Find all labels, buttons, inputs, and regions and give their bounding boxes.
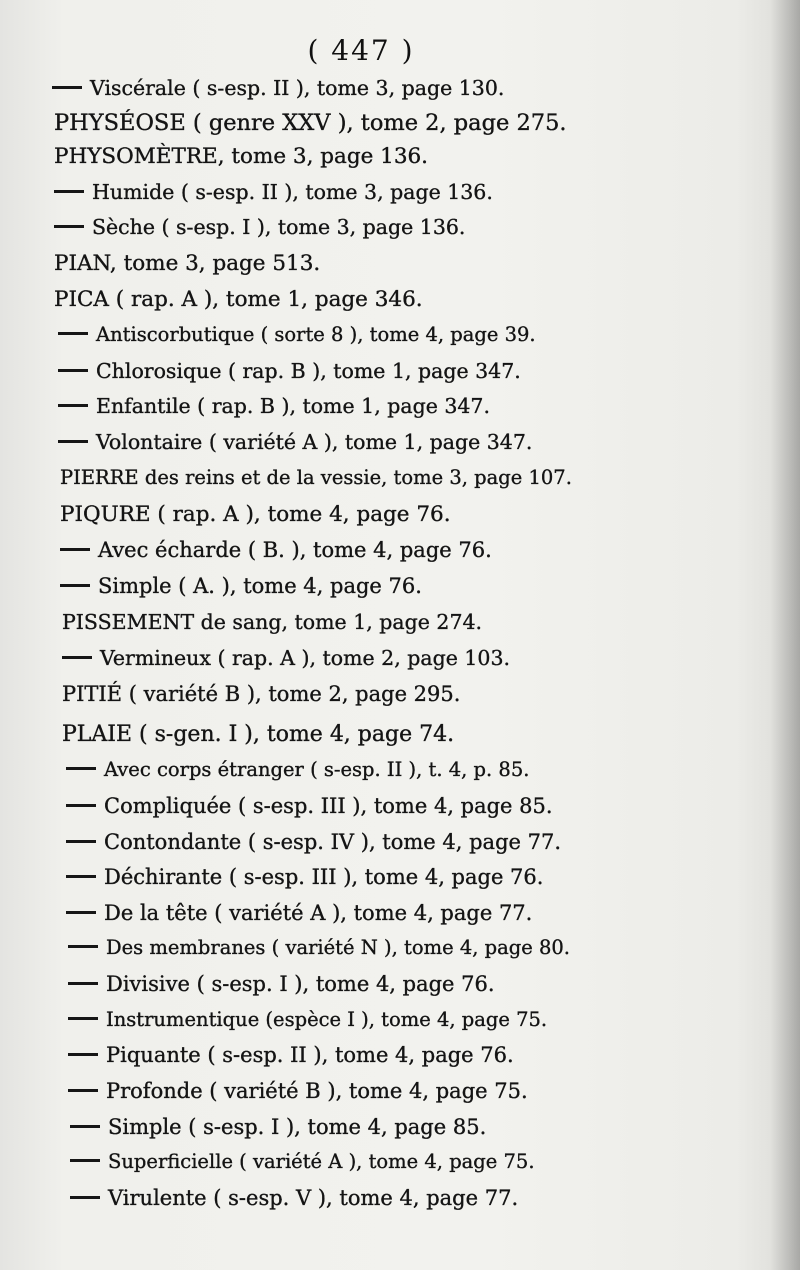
entry-dash <box>58 440 88 443</box>
index-entry <box>66 865 543 901</box>
entry-text: Avec écharde ( B. ), tome 4, page 76. <box>98 538 492 562</box>
entry-dash <box>58 369 88 372</box>
entry-dash <box>52 86 82 89</box>
entry-text: PIQURE ( rap. A ), tome 4, page 76. <box>60 502 451 527</box>
entry-dash <box>58 404 88 407</box>
page-spine-shadow <box>770 0 800 1270</box>
entry-dash <box>70 1159 100 1162</box>
entry-text: Superficielle ( variété A ), tome 4, page 75. <box>108 1150 535 1173</box>
index-entry <box>66 758 529 794</box>
index-entry <box>54 110 567 146</box>
index-entry <box>58 394 490 430</box>
entry-dash <box>68 1089 98 1092</box>
entry-text: Piquante ( s-esp. II ), tome 4, page 76. <box>106 1043 514 1067</box>
page-number: ( 447 ) <box>307 34 415 67</box>
entry-text: De la tête ( variété A ), tome 4, page 77. <box>104 901 533 925</box>
index-entry <box>68 972 495 1008</box>
index-entry <box>68 1043 514 1079</box>
index-entry <box>68 1079 528 1115</box>
index-entry <box>66 901 532 937</box>
entry-text: Volontaire ( variété A ), tome 1, page 347. <box>96 430 533 454</box>
index-entry <box>54 180 493 216</box>
index-entry <box>58 430 532 466</box>
entry-text: Virulente ( s-esp. V ), tome 4, page 77. <box>108 1186 519 1210</box>
entry-text: Avec corps étranger ( s-esp. II ), t. 4, p. 85. <box>104 758 530 781</box>
entry-text: Antiscorbutique ( sorte 8 ), tome 4, page 39. <box>96 323 536 346</box>
entry-dash <box>66 875 96 878</box>
entry-text: PICA ( rap. A ), tome 1, page 346. <box>54 287 423 312</box>
index-entry <box>70 1186 518 1222</box>
entry-dash <box>68 1053 98 1056</box>
entry-text: Profonde ( variété B ), tome 4, page 75. <box>106 1079 528 1103</box>
entry-text: PHYSOMÈTRE, tome 3, page 136. <box>54 144 429 169</box>
index-entry <box>60 538 492 574</box>
entry-text: Simple ( s-esp. I ), tome 4, page 85. <box>108 1115 487 1139</box>
entry-dash <box>66 804 96 807</box>
entry-dash <box>60 584 90 587</box>
index-entry <box>66 830 561 866</box>
entry-text: PIERRE des reins et de la vessie, tome 3, page 107. <box>60 466 572 489</box>
entry-dash <box>70 1125 100 1128</box>
entry-text: Déchirante ( s-esp. III ), tome 4, page 76. <box>104 865 544 889</box>
index-entry <box>62 722 454 758</box>
entry-text: Sèche ( s-esp. I ), tome 3, page 136. <box>92 215 466 239</box>
entry-text: Contondante ( s-esp. IV ), tome 4, page 77. <box>104 830 562 854</box>
entry-text: Instrumentique (espèce I ), tome 4, page 75. <box>106 1008 548 1031</box>
index-entry <box>68 936 570 972</box>
entry-text: PITIÉ ( variété B ), tome 2, page 295. <box>62 682 461 706</box>
entry-dash <box>68 945 98 948</box>
entry-text: PISSEMENT de sang, tome 1, page 274. <box>62 610 483 634</box>
index-entry <box>66 794 553 830</box>
entry-dash <box>62 656 92 659</box>
entry-text: Compliquée ( s-esp. III ), tome 4, page 85. <box>104 794 553 818</box>
entry-text: Chlorosique ( rap. B ), tome 1, page 347. <box>96 359 521 383</box>
index-entry <box>54 287 423 323</box>
entry-text: PLAIE ( s-gen. I ), tome 4, page 74. <box>62 722 455 747</box>
index-entry <box>70 1150 535 1186</box>
index-entry <box>60 574 422 610</box>
entry-text: Viscérale ( s-esp. II ), tome 3, page 130. <box>90 76 505 100</box>
index-entry <box>60 466 572 502</box>
entry-text: PHYSÉOSE ( genre XXV ), tome 2, page 275. <box>54 110 567 136</box>
entry-dash <box>66 840 96 843</box>
entry-dash <box>54 190 84 193</box>
index-entry <box>54 215 465 251</box>
index-entry <box>58 323 536 359</box>
index-entry <box>54 144 428 180</box>
entry-dash <box>58 332 88 335</box>
entry-dash <box>54 225 84 228</box>
index-entry <box>62 610 482 646</box>
entry-text: Des membranes ( variété N ), tome 4, page 80. <box>106 936 570 959</box>
entry-dash <box>60 548 90 551</box>
entry-dash <box>66 767 96 770</box>
index-entry <box>62 682 460 718</box>
index-entry <box>60 502 451 538</box>
entry-dash <box>70 1196 100 1199</box>
index-entry <box>52 76 504 112</box>
index-entry <box>62 646 510 682</box>
index-entry <box>70 1115 486 1151</box>
entry-dash <box>66 911 96 914</box>
entry-text: Vermineux ( rap. A ), tome 2, page 103. <box>100 646 511 670</box>
entry-text: Humide ( s-esp. II ), tome 3, page 136. <box>92 180 493 204</box>
entry-text: Simple ( A. ), tome 4, page 76. <box>98 574 422 598</box>
entry-text: Divisive ( s-esp. I ), tome 4, page 76. <box>106 972 495 996</box>
entry-text: PIAN, tome 3, page 513. <box>54 251 321 276</box>
index-entry <box>68 1008 547 1044</box>
index-entry <box>54 251 320 287</box>
index-entry <box>58 359 521 395</box>
entry-dash <box>68 1017 98 1020</box>
entry-text: Enfantile ( rap. B ), tome 1, page 347. <box>96 394 490 418</box>
entry-dash <box>68 982 98 985</box>
